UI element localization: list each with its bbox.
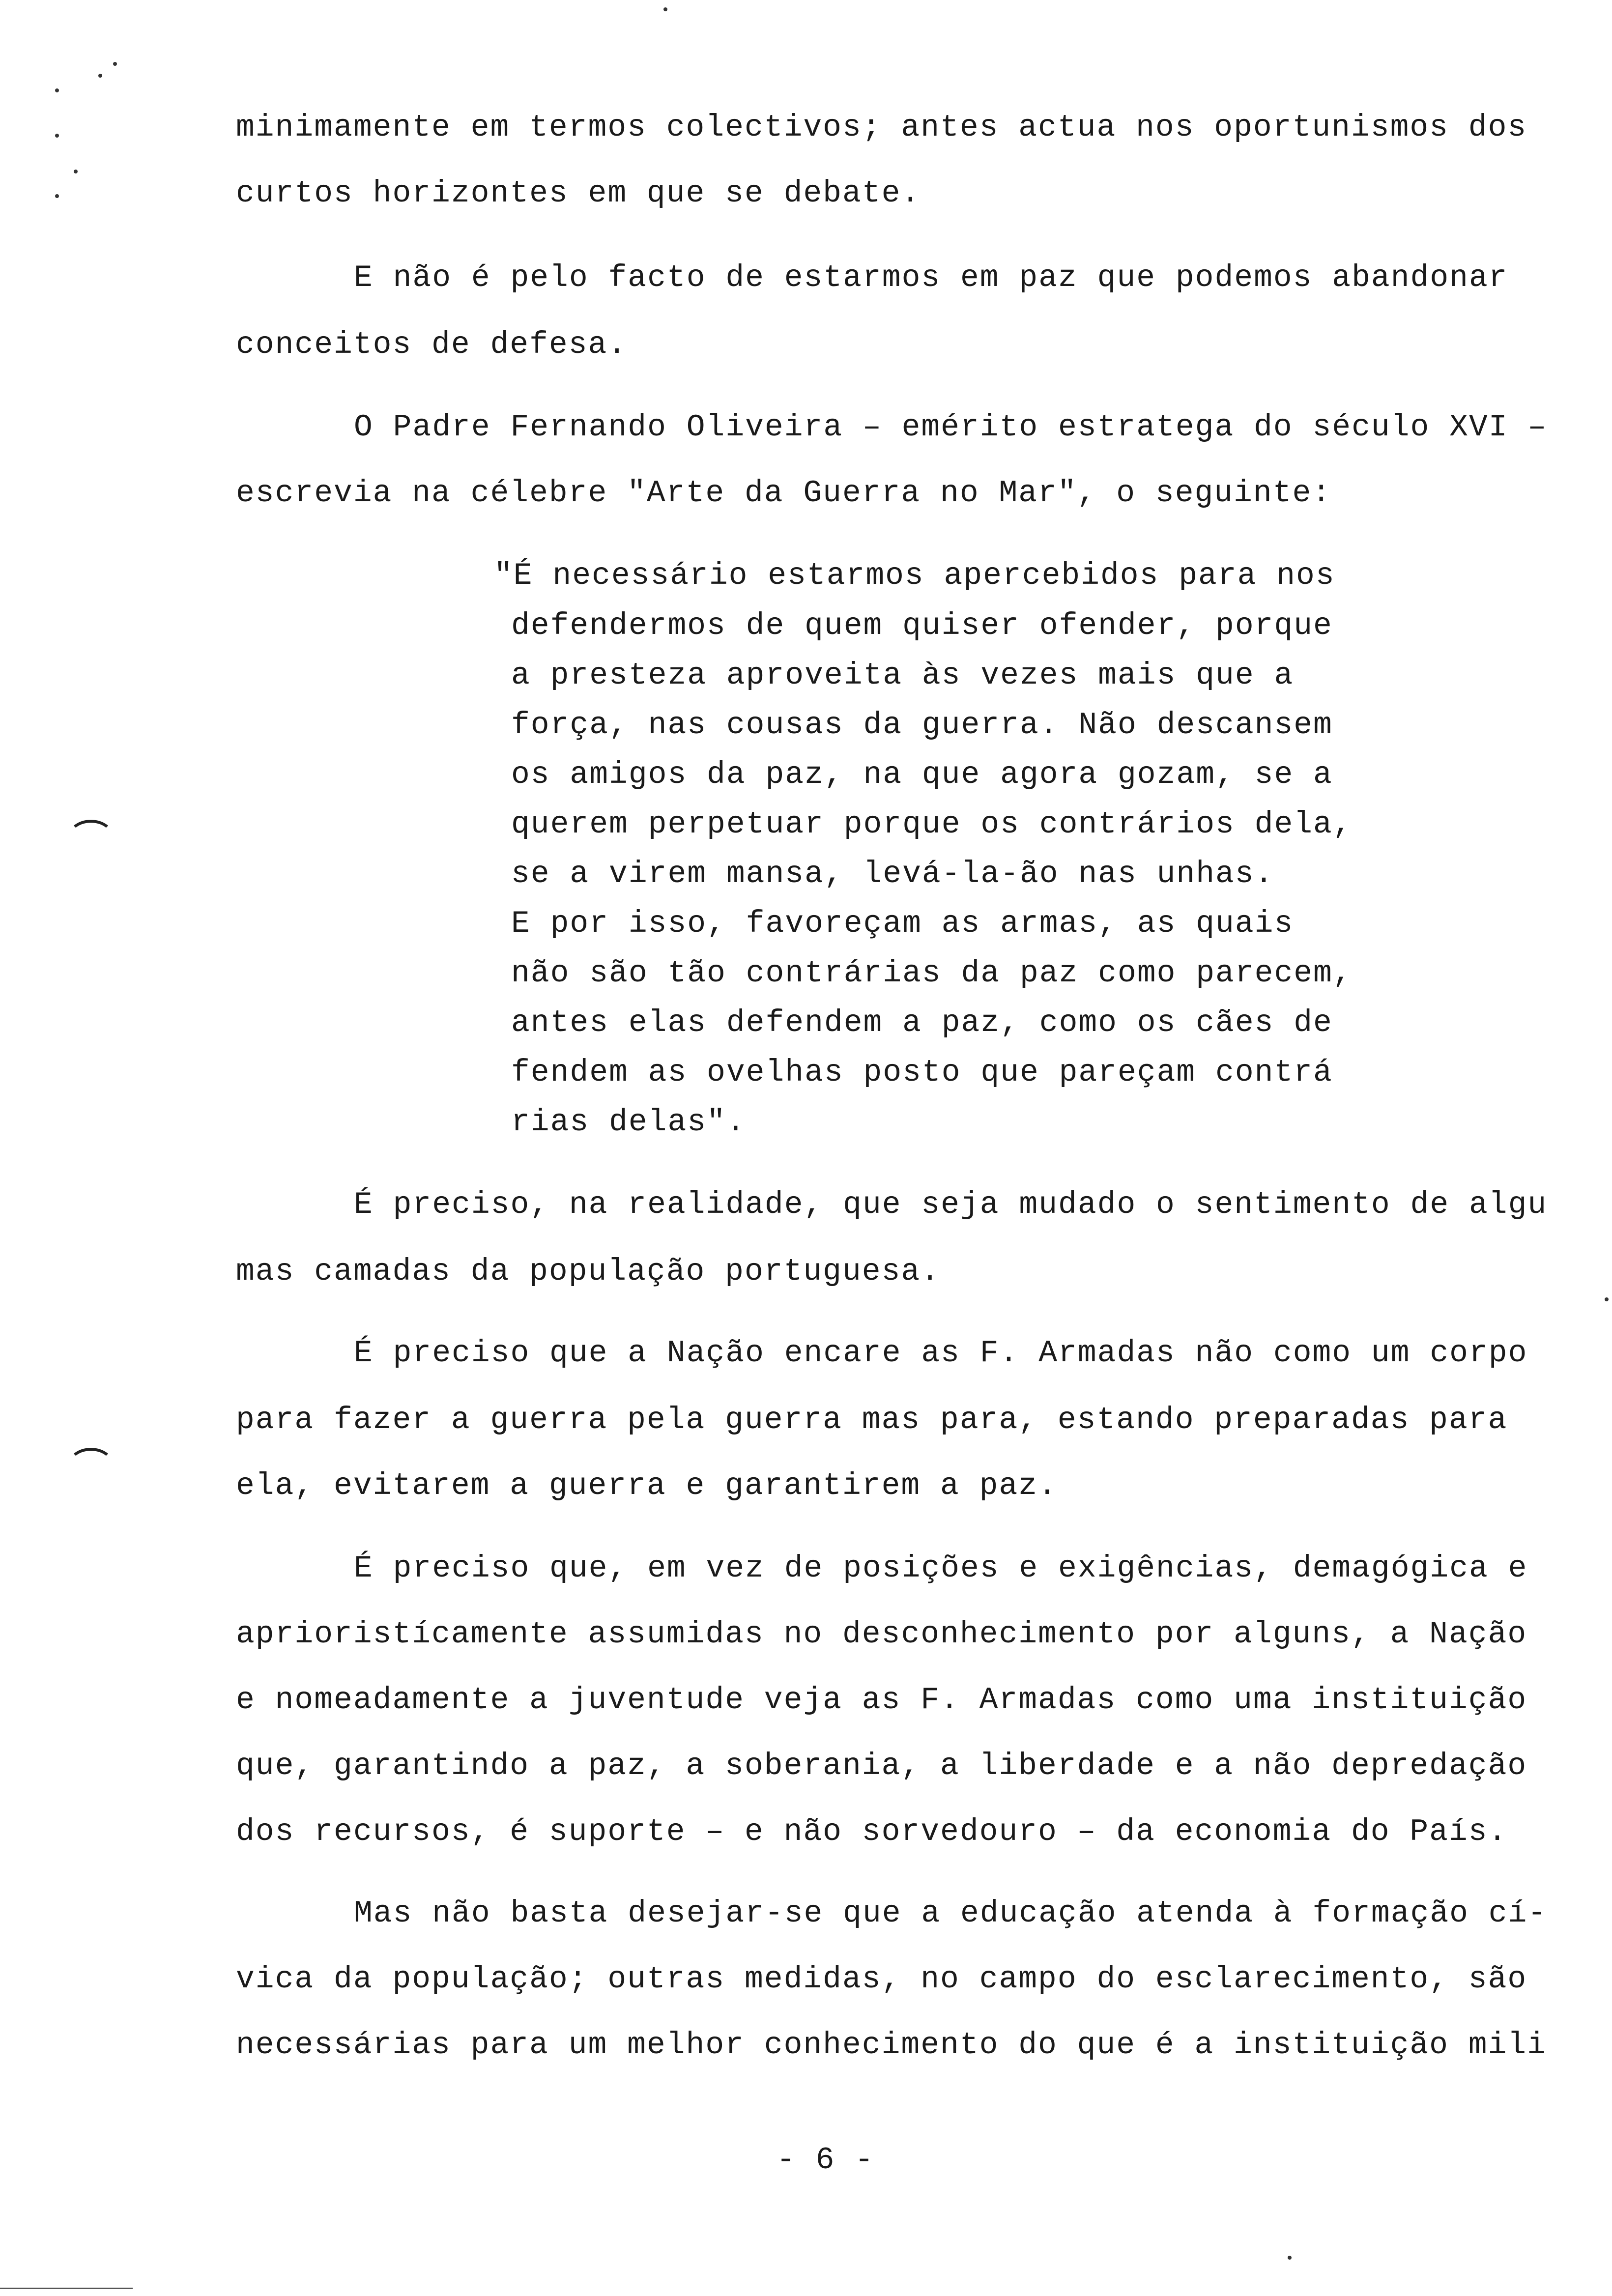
quote-line: "É necessário estarmos apercebidos para nos [494,558,1335,593]
text-line: É preciso que, em vez de posições e exigências, demagógica e [354,1551,1528,1586]
text-line: ela, evitarem a guerra e garantirem a paz. [236,1468,1058,1503]
text-line: E não é pelo facto de estarmos em paz que podemos abandonar [354,260,1508,295]
quote-line: não são tão contrárias da paz como parecem, [511,956,1353,991]
text-line: É preciso, na realidade, que seja mudado o sentimento de algu [354,1187,1548,1222]
scan-speck [55,134,59,138]
footer-rule [0,2288,133,2289]
quote-line: querem perpetuar porque os contrários dela, [511,807,1353,842]
scan-speck [98,74,102,78]
text-line: vica da população; outras medidas, no campo do esclarecimento, são [236,1962,1527,1997]
text-line: curtos horizontes em que se debate. [236,176,921,211]
punch-hole-mark [68,820,114,855]
scan-speck [55,194,59,198]
text-line: necessárias para um melhor conhecimento do que é a instituição mili [236,2028,1547,2063]
scan-speck [113,62,117,66]
text-line: O Padre Fernando Oliveira – emérito estratega do século XVI – [354,410,1548,445]
scan-speck [55,88,59,92]
text-line: para fazer a guerra pela guerra mas para, estando preparadas para [236,1403,1508,1437]
scan-speck [1288,2256,1292,2260]
scan-speck [1605,1297,1609,1301]
quote-line: fendem as ovelhas posto que pareçam contrá [511,1055,1333,1090]
quote-line: força, nas cousas da guerra. Não descansem [511,708,1333,743]
text-line: e nomeadamente a juventude veja as F. Armadas como uma instituição [236,1683,1527,1718]
quote-line: antes elas defendem a paz, como os cães de [511,1005,1333,1040]
scan-speck [74,170,78,173]
quote-line: rias delas". [511,1105,746,1140]
text-line: Mas não basta desejar-se que a educação atenda à formação cí- [354,1896,1548,1931]
text-line: aprioristícamente assumidas no desconhecimento por alguns, a Nação [236,1617,1527,1652]
page-number: - 6 - [777,2143,875,2178]
text-line: É preciso que a Nação encare as F. Armadas não como um corpo [354,1336,1528,1371]
text-line: dos recursos, é suporte – e não sorvedouro – da economia do País. [236,1814,1508,1849]
quote-line: E por isso, favoreçam as armas, as quais [511,906,1294,941]
punch-hole-mark [68,1448,114,1483]
text-line: que, garantindo a paz, a soberania, a liberdade e a não depredação [236,1749,1527,1783]
quote-line: defendermos de quem quiser ofender, porque [511,608,1333,643]
text-line: minimamente em termos colectivos; antes actua nos oportunismos dos [236,110,1527,145]
text-line: conceitos de defesa. [236,327,628,362]
text-line: escrevia na célebre "Arte da Guerra no Mar", o seguinte: [236,476,1332,511]
quote-line: se a virem mansa, levá-la-ão nas unhas. [511,857,1274,891]
quote-line: a presteza aproveita às vezes mais que a [511,658,1294,693]
text-line: mas camadas da população portuguesa. [236,1254,941,1289]
quote-line: os amigos da paz, na que agora gozam, se a [511,757,1333,792]
scan-speck [663,7,667,11]
